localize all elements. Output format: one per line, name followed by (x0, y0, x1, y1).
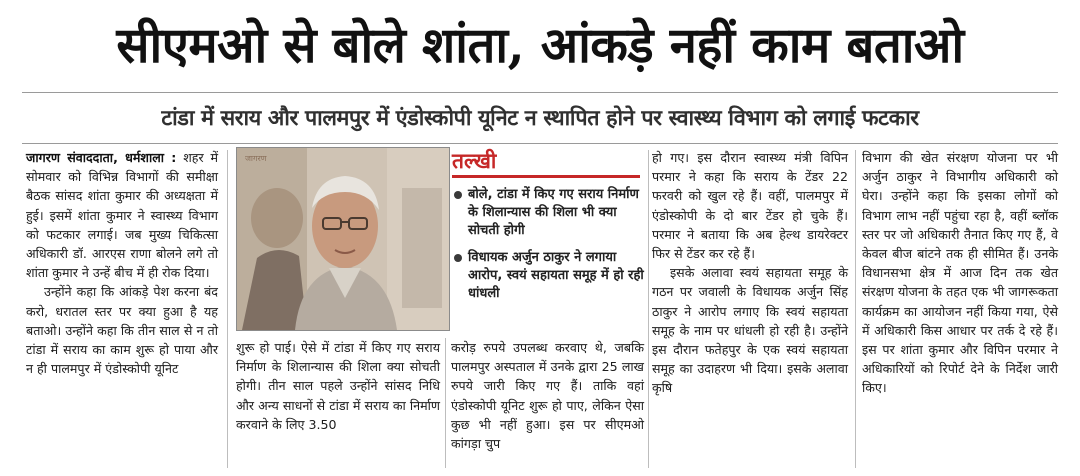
article-paragraph: इसके अलावा स्वयं सहायता समूह के गठन पर जवाली के विधायक अर्जुन सिंह ठाकुर ने आरोप लगाए कि स्वयं सहायता समूह के नाम पर धांधली हो रही है। उन्होंने इस दौरान फतेहपुर के एक स्वयं सहायता समूह का उदाहरण भी दिया। इसके अलावा कृषि (652, 265, 848, 396)
highlight-title-bar (452, 175, 640, 178)
article-column-4 (652, 148, 848, 398)
article-paragraph (26, 148, 218, 282)
portrait-illustration (237, 148, 449, 330)
highlight-bullet-text: विधायक अर्जुन ठाकुर ने लगाया आरोप, स्वयं सहायता समूह में हो रही धांधली (468, 250, 644, 301)
article-column-3 (451, 338, 644, 453)
column-divider (445, 338, 446, 468)
column-divider (855, 150, 856, 468)
highlight-bullet-text: बोले, टांडा में किए गए सराय निर्माण के शिलान्यास की शिला भी क्या सोचती होगी (468, 187, 639, 238)
article-text: शहर में सोमवार को विभिन्न विभागों की समीक्षा बैठक सांसद शांता कुमार की अध्यक्षता में हुई। इसमें शांता कुमार ने स्वास्थ्य विभाग को फटकार लगाई। जब मुख्य चिकित्सा अधिकारी डॉ. आरएस राणा बोलने लगे तो शांता कुमार ने उन्हें बीच में ही रोक दिया। (26, 150, 219, 281)
highlight-title: तल्खी (452, 149, 497, 173)
subheadline: टांडा में सराय और पालमपुर में एंडोस्कोपी यूनिट न स्थापित होने पर स्वास्थ्य विभाग को लगाई फटकार (161, 106, 919, 131)
article-column-1 (26, 148, 218, 378)
subheadline-divider (22, 143, 1058, 144)
article-paragraph: करोड़ रुपये उपलब्ध करवाए थे, जबकि पालमपुर अस्पताल में उनके द्वारा 25 लाख रुपये जारी किए गए हैं। ताकि वहां एंडोस्कोपी यूनिट शुरू हो पाए, लेकिन ऐसा कुछ भी नहीं हुआ। इस पर सीएमओ कांगड़ा चुप (451, 340, 644, 452)
highlight-bullet (452, 186, 644, 240)
column-divider (648, 150, 649, 468)
bullet-icon (454, 191, 462, 199)
headline-divider (22, 92, 1058, 93)
article-paragraph: विभाग की खेत संरक्षण योजना पर भी अर्जुन ठाकुर ने विभागीय अधिकारी को घेरा। उन्होंने कहा कि इसका लोगों को विभाग लाभ नहीं पहुंचा रहा है, वहीं ब्लॉक स्तर पर जो अधिकारी तैनात किए गए हैं, वे केवल बीज बांटने तक ही सीमित हैं। उनके विधानसभा क्षेत्र में आज दिन तक खेत संरक्षण योजना के तहत एक भी जागरूकता कार्यक्रम का आयोजन नहीं किया गया, ऐसे में अधिकारी किस आधार पर तर्क दे रहे हैं। इस पर शांता कुमार और विपिन परमार ने अधिकारियों को रिपोर्ट देने के निर्देश जारी किए। (862, 150, 1058, 396)
bullet-icon (454, 254, 462, 262)
article-column-5 (862, 148, 1058, 398)
article-paragraph: उन्होंने कहा कि आंकड़े पेश करना बंद करो, धरातल स्तर पर क्या हुआ है यह बताओ। उन्होंने कहा कि तीन साल से न तो टांडा में सराय का काम शुरू हो पाया और न ही पालमपुर में एंडोस्कोपी यूनिट (26, 284, 218, 377)
headline: सीएमओ से बोले शांता, आंकड़े नहीं काम बताओ (116, 16, 964, 74)
article-photo (236, 147, 450, 331)
photo-credit: जागरण (245, 154, 267, 163)
article-column-2 (236, 338, 440, 434)
column-divider (227, 150, 228, 468)
highlight-box (452, 147, 644, 329)
highlight-bullet (452, 249, 644, 303)
article-paragraph: हो गए। इस दौरान स्वास्थ्य मंत्री विपिन परमार ने कहा कि सराय के टेंडर 22 फरवरी को खुल रहे हैं। वहीं, पालमपुर में एंडोस्कोपी के दो बार टेंडर हो चुके हैं। परमार ने बताया कि अब हेल्थ डायरेक्टर फिर से टेंडर कर रहे हैं। (652, 150, 848, 262)
article-paragraph: शुरू हो पाई। ऐसे में टांडा में किए गए सराय निर्माण के शिलान्यास की शिला क्या सोचती होगी। तीन साल पहले उन्होंने सांसद निधि और अन्य साधनों से टांडा में सराय का निर्माण करवाने के लिए 3.50 (236, 340, 440, 432)
dateline: जागरण संवाददाता, धर्मशाला : (26, 150, 177, 165)
